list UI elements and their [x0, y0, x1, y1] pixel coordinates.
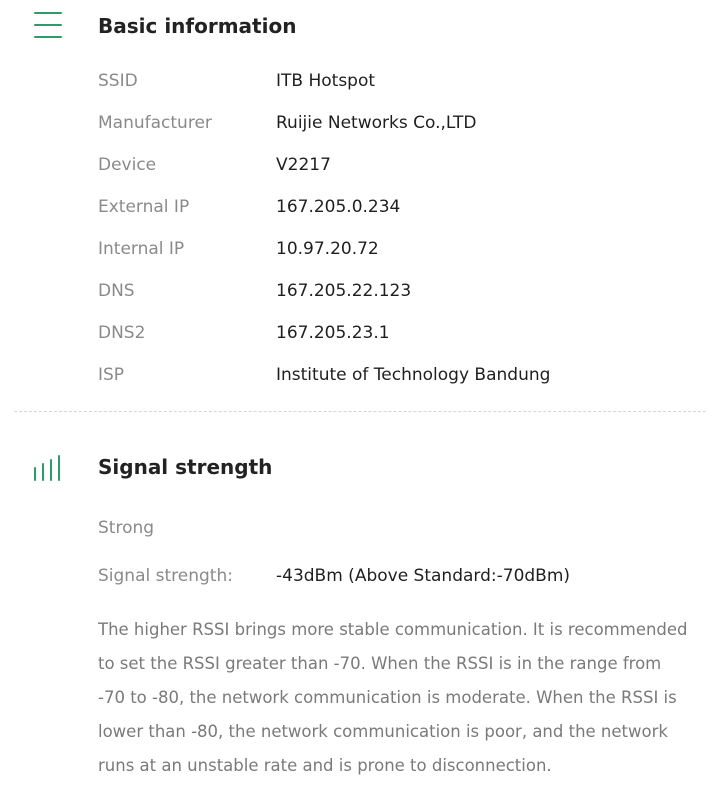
- info-row-device: [98, 155, 698, 195]
- info-value: Ruijie Networks Co.,LTD: [276, 113, 477, 133]
- signal-value: -43dBm (Above Standard:-70dBm): [276, 566, 571, 586]
- info-label: DNS2: [98, 323, 146, 343]
- info-row-dns: [98, 281, 698, 321]
- signal-level: Strong: [98, 518, 155, 538]
- info-value: 167.205.23.1: [276, 323, 390, 343]
- info-value: ITB Hotspot: [276, 71, 376, 91]
- info-value: 167.205.22.123: [276, 281, 412, 301]
- info-label: DNS: [98, 281, 135, 301]
- info-row-external-ip: [98, 197, 698, 237]
- info-value: 10.97.20.72: [276, 239, 379, 259]
- basic-info-title: Basic information: [98, 14, 297, 38]
- info-label: ISP: [98, 365, 125, 385]
- signal-bars-icon: [34, 453, 66, 481]
- info-label: External IP: [98, 197, 190, 217]
- info-row-dns2: [98, 323, 698, 363]
- info-value: 167.205.0.234: [276, 197, 401, 217]
- info-row-isp: [98, 365, 698, 405]
- rssi-description: The higher RSSI brings more stable communication. It is recommended to set the RSSI greater than -70. When the RSSI is in the range from -70 to -80, the network communication is moderate. When the RSSI is lower than -80, the network communication is poor, and the network runs at an unstable rate and is prone to disconnection.: [98, 620, 688, 775]
- info-row-ssid: [98, 71, 698, 111]
- signal-label: Signal strength:: [98, 566, 233, 586]
- info-label: Internal IP: [98, 239, 185, 259]
- info-row-internal-ip: [98, 239, 698, 279]
- info-value: Institute of Technology Bandung: [276, 365, 551, 385]
- info-label: Device: [98, 155, 157, 175]
- signal-strength-title: Signal strength: [98, 455, 273, 479]
- menu-icon[interactable]: [34, 12, 62, 40]
- info-value: V2217: [276, 155, 331, 175]
- info-label: SSID: [98, 71, 138, 91]
- section-divider: [14, 411, 706, 412]
- info-row-manufacturer: [98, 113, 698, 153]
- info-label: Manufacturer: [98, 113, 212, 133]
